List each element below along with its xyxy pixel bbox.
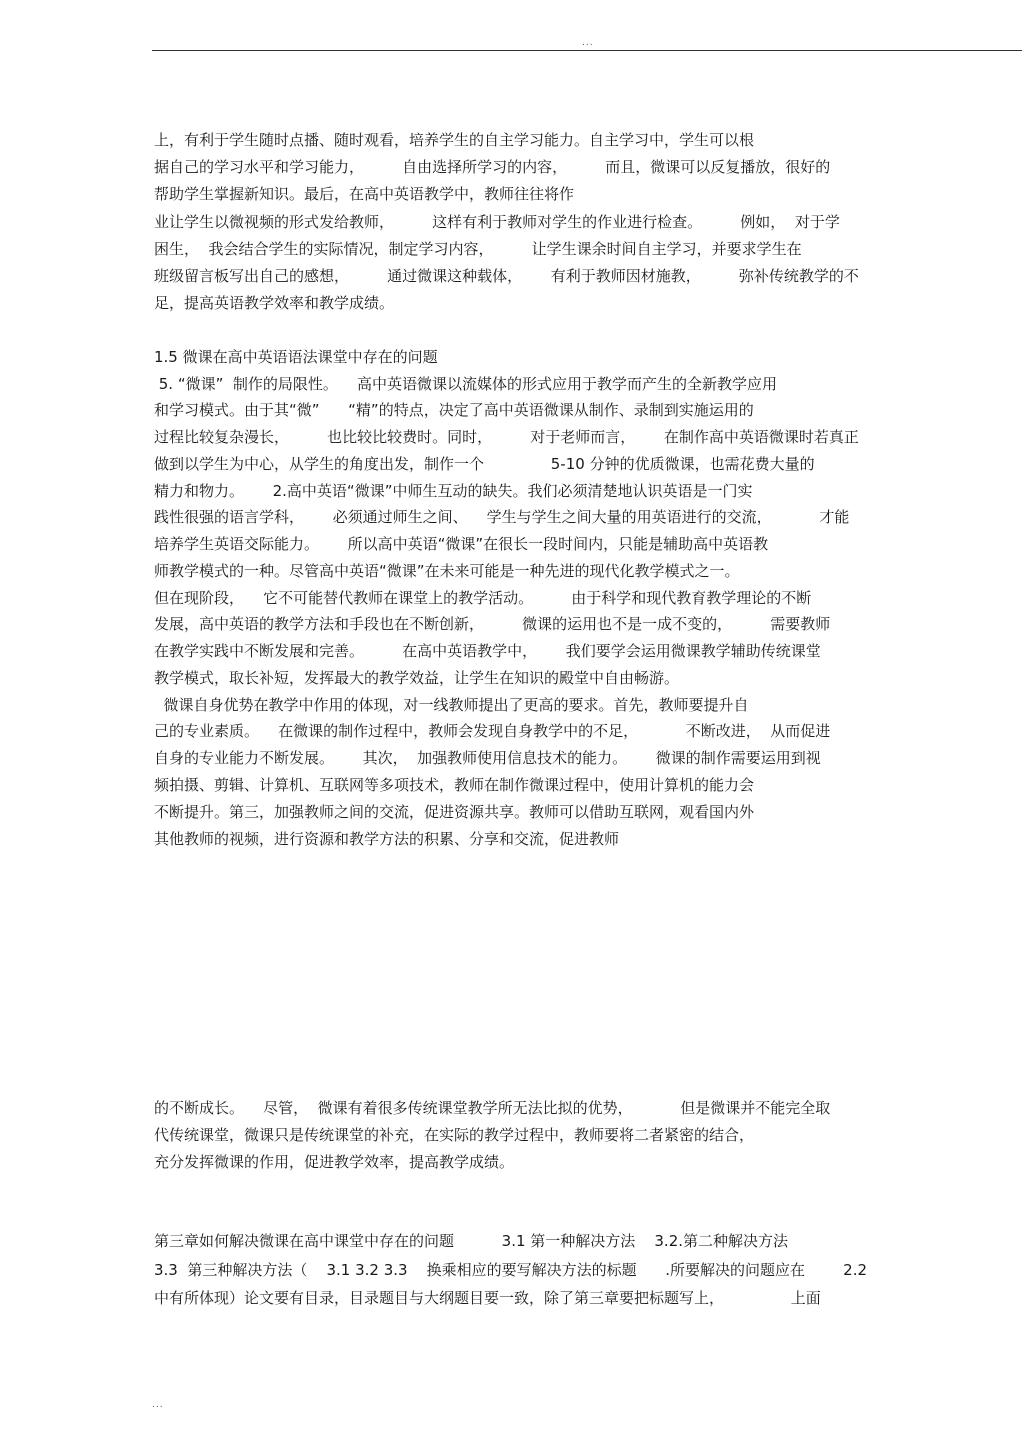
body-line: 5. “微课” 制作的局限性。 高中英语微课以流媒体的形式应用于教学而产生的全新教学应用 [154,375,778,393]
body-line: 充分发挥微课的作用，促进教学效率，提高教学成绩。 [154,1153,515,1171]
body-line: 培养学生英语交际能力。 所以高中英语“微课”在很长一段时间内，只能是辅助高中英语教 [154,535,769,553]
body-line: 过程比较复杂漫长， 也比较比较费时。同时， 对于老师而言， 在制作高中英语微课时若真正 [154,428,859,446]
body-line: 精力和物力。 2.高中英语“微课”中师生互动的缺失。我们必须清楚地认识英语是一门实 [154,482,753,500]
body-line: 微课自身优势在教学中作用的体现，对一线教师提出了更高的要求。首先，教师要提升自 [154,696,749,714]
body-line: 发展，高中英语的教学方法和手段也在不断创新， 微课的运用也不是一成不变的， 需要教师 [154,615,831,633]
body-line: 上，有利于学生随时点播、随时观看，培养学生的自主学习能力。自主学习中，学生可以根 [154,131,755,149]
header-marker: ... [582,38,594,48]
header-rule [152,50,1022,51]
body-line: 和学习模式。由于其“微” “精”的特点，决定了高中英语微课从制作、录制到实施运用的 [154,401,754,419]
body-line: 师教学模式的一种。尽管高中英语“微课”在未来可能是一种先进的现代化教学模式之一。 [154,562,740,580]
body-line: 频拍摄、剪辑、计算机、互联网等多项技术，教师在制作微课过程中，使用计算机的能力会 [154,776,755,794]
body-line: 中有所体现）论文要有目录，目录题目与大纲题目要一致，除了第三章要把标题写上， 上面 [154,1289,821,1307]
body-line: 代传统课堂，微课只是传统课堂的补充，在实际的教学过程中，教师要将二者紧密的结合， [154,1126,755,1144]
body-line: 做到以学生为中心，从学生的角度出发，制作一个 5-10 分钟的优质微课，也需花费大量的 [154,455,815,473]
chapter-heading: 第三章如何解决微课在高中课堂中存在的问题 3.1 第一种解决方法 3.2.第二种解决方法 [154,1232,789,1250]
body-line: 业让学生以微视频的形式发给教师， 这样有利于教师对学生的作业进行检查。 例如， 对于学 [154,213,840,231]
body-line: 其他教师的视频，进行资源和教学方法的积累、分享和交流，促进教师 [154,830,620,848]
body-line: 不断提升。第三，加强教师之间的交流，促进资源共享。教师可以借助互联网，观看国内外 [154,803,755,821]
body-line: 教学模式，取长补短，发挥最大的教学效益，让学生在知识的殿堂中自由畅游。 [154,669,680,687]
body-line: 足，提高英语教学效率和教学成绩。 [154,294,395,312]
body-line: 帮助学生掌握新知识。最后，在高中英语教学中，教师往往将作 [154,185,575,203]
body-line: 据自己的学习水平和学习能力， 自由选择所学习的内容， 而且，微课可以反复播放，很好的 [154,158,831,176]
body-line: 己的专业素质。 在微课的制作过程中，教师会发现自身教学中的不足， 不断改进， 从而促进 [154,722,831,740]
footer-marker: ... [152,1400,164,1410]
section-heading: 1.5 微课在高中英语语法课堂中存在的问题 [154,348,438,366]
body-line: 班级留言板写出自己的感想， 通过微课这种载体， 有利于教师因材施教， 弥补传统教学的不 [154,267,859,285]
body-line: 在教学实践中不断发展和完善。 在高中英语教学中， 我们要学会运用微课教学辅助传统课堂 [154,642,821,660]
body-line: 的不断成长。 尽管， 微课有着很多传统课堂教学所无法比拟的优势， 但是微课并不能完全取 [154,1099,831,1117]
body-line: 困生， 我会结合学生的实际情况，制定学习内容， 让学生课余时间自主学习，并要求学生在 [154,240,802,258]
body-line: 践性很强的语言学科， 必须通过师生之间、 学生与学生之间大量的用英语进行的交流， 才能 [154,508,850,526]
body-line: 但在现阶段， 它不可能替代教师在课堂上的教学活动。 由于科学和现代教育教学理论的不断 [154,589,812,607]
body-line: 3.3 第三种解决方法（ 3.1 3.2 3.3 换乘相应的要写解决方法的标题 .所要解决的问题应在 2.2 [154,1261,868,1279]
body-line: 自身的专业能力不断发展。 其次， 加强教师使用信息技术的能力。 微课的制作需要运用到视 [154,749,821,767]
